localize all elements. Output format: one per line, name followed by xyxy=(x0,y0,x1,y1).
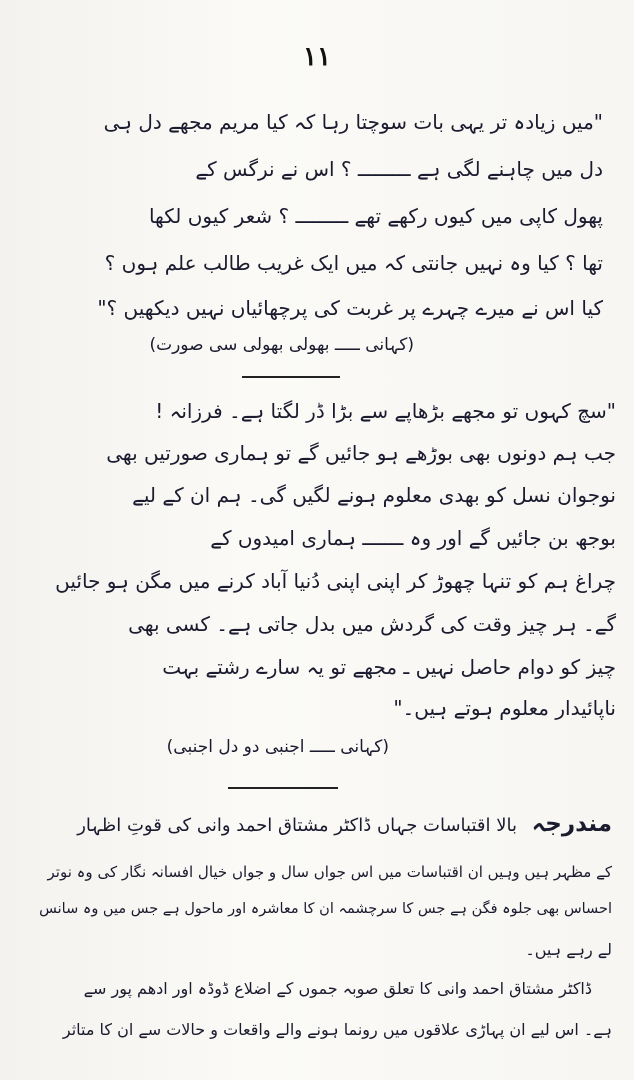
analysis-heading: مندرجہ xyxy=(531,811,612,837)
analysis-line: احساس بھی جلوہ فگن ہے جس کا سرچشمہ ان کا معاشرہ اور ماحول ہے جس میں وہ سانس xyxy=(39,901,612,917)
quote-1-source: (کہانی ـــــ بھولی بھولی سی صورت) xyxy=(149,335,414,355)
quote-2-line: گے۔ ہر چیز وقت کی گردش میں بدل جاتی ہے۔ کسی بھی xyxy=(128,612,616,636)
quote-2-line: نوجوان نسل کو بھدی معلوم ہونے لگیں گی۔ ہم ان کے لیے xyxy=(132,483,616,507)
quote-1-line: پھول کاپی میں کیوں رکھے تھے ـــــــــ ؟ شعر کیوں لکھا xyxy=(148,204,603,228)
analysis-line: لے رہے ہیں۔ xyxy=(525,940,612,959)
divider-1 xyxy=(242,376,340,378)
quote-2-line: چراغ ہم کو تنہا چھوڑ کر اپنی اپنی دُنیا آباد کرنے میں مگن ہو جائیں xyxy=(55,569,616,593)
analysis-line: بالا اقتباسات جہاں ڈاکٹر مشتاق احمد وانی کی قوتِ اظہار xyxy=(77,815,517,836)
quote-1-line: "میں زیادہ تر یہی بات سوچتا رہا کہ کیا مریم مجھے دل ہی xyxy=(103,110,603,134)
quote-2-source: (کہانی ـــــ اجنبی دو دل اجنبی) xyxy=(166,737,389,757)
quote-2-line: ناپائیدار معلوم ہوتے ہیں۔" xyxy=(393,696,616,720)
analysis-block xyxy=(30,805,612,1055)
quote-1-line: دل میں چاہنے لگی ہے ـــــــــ ؟ اس نے نرگس کے xyxy=(195,157,603,181)
page-number: ۱۱ xyxy=(303,42,331,72)
quote-2-line: "سچ کہوں تو مجھے بڑھاپے سے بڑا ڈر لگتا ہے۔ فرزانہ ! xyxy=(155,399,616,423)
quote-2-line: بوجھ بن جائیں گے اور وہ ـــــــ ہماری امیدوں کے xyxy=(210,526,616,550)
analysis-line: ہے۔ اس لیے ان پہاڑی علاقوں میں رونما ہونے والے واقعات و حالات سے ان کا متاثر xyxy=(62,1020,612,1039)
quote-1-line: تھا ؟ کیا وہ نہیں جانتی کہ میں ایک غریب طالب علم ہوں ؟ xyxy=(104,251,603,275)
analysis-line: کے مظہر ہیں وہیں ان اقتباسات میں اس جواں سال و جواں خیال افسانہ نگار کی وہ نوتر xyxy=(47,863,612,881)
quote-2-line: جب ہم دونوں بھی بوڑھے ہو جائیں گے تو ہماری صورتیں بھی xyxy=(106,441,616,465)
analysis-line: ڈاکٹر مشتاق احمد وانی کا تعلق صوبہ جموں کے اضلاع ڈوڈہ اور ادھم پور سے xyxy=(83,979,592,998)
quote-block-1 xyxy=(48,100,603,360)
quote-2-line: چیز کو دوام حاصل نہیں ـ مجھے تو یہ سارے رشتے بہت xyxy=(162,655,616,679)
quote-1-line: کیا اس نے میرے چہرے پر غربت کی پرچھائیاں نہیں دیکھیں ؟" xyxy=(97,296,603,320)
quote-block-2 xyxy=(48,395,616,740)
divider-2 xyxy=(228,787,338,789)
